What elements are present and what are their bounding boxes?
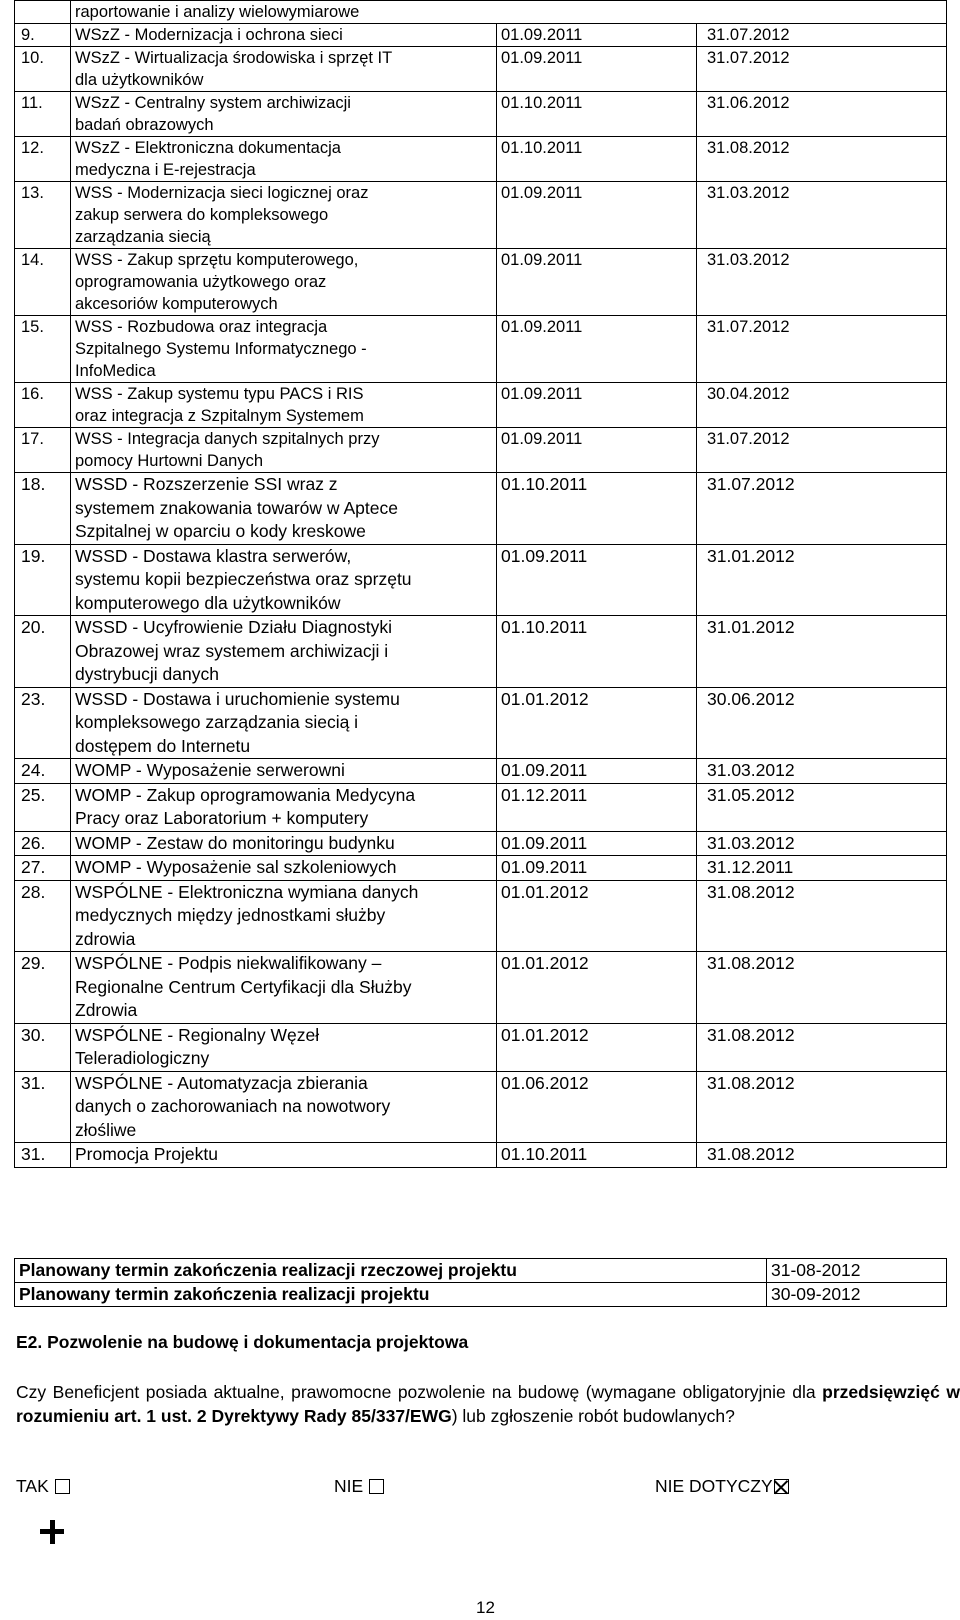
row-number: 14.	[15, 249, 71, 316]
row-description: WSPÓLNE - Automatyzacja zbierania danych o zachorowaniach na nowotwory złośliwe	[71, 1071, 497, 1143]
table-row	[15, 92, 947, 137]
row-description: WSzZ - Centralny system archiwizacji badań obrazowych	[71, 92, 497, 137]
row-number: 11.	[15, 92, 71, 137]
option-label: NIE DOTYCZY	[655, 1476, 773, 1496]
row-number: 27.	[15, 856, 71, 881]
row-description: WOMP - Wyposażenie serwerowni	[71, 759, 497, 784]
row-end-date: 31.07.2012	[697, 47, 947, 92]
question-text: Czy Beneficjent posiada aktualne, prawomocne pozwolenie na budowę (wymagane obligatoryjnie dla	[16, 1382, 823, 1402]
row-start-date: 01.06.2012	[497, 1071, 697, 1143]
question-text: ) lub zgłoszenie robót budowlanych?	[451, 1406, 735, 1426]
row-description: WOMP - Zakup oprogramowania Medycyna Pracy oraz Laboratorium + komputery	[71, 783, 497, 831]
row-description: WSS - Rozbudowa oraz integracja Szpitalnego Systemu Informatycznego - InfoMedica	[71, 316, 497, 383]
row-start-date: 01.10.2011	[497, 473, 697, 545]
row-start-date: 01.10.2011	[497, 1143, 697, 1168]
row-number: 30.	[15, 1023, 71, 1071]
row-description: Promocja Projektu	[71, 1143, 497, 1168]
row-number: 15.	[15, 316, 71, 383]
row-end-date: 31.08.2012	[697, 1023, 947, 1071]
row-end-date: 31.07.2012	[697, 24, 947, 47]
table-row	[15, 428, 947, 473]
row-number: 25.	[15, 783, 71, 831]
row-description: WSPÓLNE - Podpis niekwalifikowany – Regionalne Centrum Certyfikacji dla Służby Zdrowia	[71, 952, 497, 1024]
row-start-date: 01.09.2011	[497, 544, 697, 616]
table-row	[15, 856, 947, 881]
row-description: WSS - Modernizacja sieci logicznej oraz zakup serwera do kompleksowego zarządzania siecią	[71, 182, 497, 249]
row-description: WSzZ - Wirtualizacja środowiska i sprzęt IT dla użytkowników	[71, 47, 497, 92]
row-start-date: 01.09.2011	[497, 316, 697, 383]
option-nie-dotyczy[interactable]	[655, 1476, 789, 1497]
row-number: 31.	[15, 1071, 71, 1143]
row-end-date: 31.08.2012	[697, 880, 947, 952]
row-number: 23.	[15, 687, 71, 759]
table-row	[15, 544, 947, 616]
row-start-date: 01.09.2011	[497, 24, 697, 47]
row-end-date: 31.08.2012	[697, 1143, 947, 1168]
row-description: WSzZ - Modernizacja i ochrona sieci	[71, 24, 497, 47]
row-end-date: 31.08.2012	[697, 952, 947, 1024]
table-row	[15, 616, 947, 688]
row-end-date: 30.06.2012	[697, 687, 947, 759]
table-row	[15, 249, 947, 316]
row-number: 20.	[15, 616, 71, 688]
row-number: 17.	[15, 428, 71, 473]
row-description: WOMP - Wyposażenie sal szkoleniowych	[71, 856, 497, 881]
row-number: 19.	[15, 544, 71, 616]
row-number: 9.	[15, 24, 71, 47]
row-description: WSSD - Dostawa klastra serwerów, systemu kopii bezpieczeństwa oraz sprzętu komputerowego dla użytkowników	[71, 544, 497, 616]
table-row	[15, 316, 947, 383]
table-row	[15, 759, 947, 784]
row-number: 26.	[15, 831, 71, 856]
row-start-date: 01.09.2011	[497, 383, 697, 428]
permit-question	[16, 1380, 960, 1428]
table-row	[15, 831, 947, 856]
row-description: WSSD - Rozszerzenie SSI wraz z systemem znakowania towarów w Aptece Szpitalnej w oparciu o kody kreskowe	[71, 473, 497, 545]
row-number: 10.	[15, 47, 71, 92]
row-start-date: 01.09.2011	[497, 249, 697, 316]
row-end-date: 31.07.2012	[697, 316, 947, 383]
row-description: WSSD - Ucyfrowienie Działu Diagnostyki Obrazowej wraz systemem archiwizacji i dystrybucji danych	[71, 616, 497, 688]
table-row	[15, 473, 947, 545]
top-fragment-cell: raportowanie i analizy wielowymiarowe	[71, 1, 947, 24]
table-row	[15, 383, 947, 428]
option-nie[interactable]	[334, 1476, 384, 1497]
row-number: 29.	[15, 952, 71, 1024]
option-tak[interactable]	[16, 1476, 70, 1497]
row-end-date: 31.03.2012	[697, 831, 947, 856]
row-description: WOMP - Zestaw do monitoringu budynku	[71, 831, 497, 856]
row-number: 13.	[15, 182, 71, 249]
row-start-date: 01.01.2012	[497, 687, 697, 759]
row-end-date: 31.06.2012	[697, 92, 947, 137]
row-start-date: 01.09.2011	[497, 831, 697, 856]
option-label: NIE	[334, 1476, 364, 1496]
table-row	[15, 47, 947, 92]
summary-table	[14, 1258, 947, 1307]
row-end-date: 31.03.2012	[697, 182, 947, 249]
row-end-date: 31.07.2012	[697, 473, 947, 545]
summary-value: 31-08-2012	[767, 1259, 947, 1283]
row-description: WSPÓLNE - Elektroniczna wymiana danych medycznych między jednostkami służby zdrowia	[71, 880, 497, 952]
table-row	[15, 783, 947, 831]
table-row	[15, 880, 947, 952]
row-number: 31.	[15, 1143, 71, 1168]
row-start-date: 01.01.2012	[497, 1023, 697, 1071]
table-row	[15, 1283, 947, 1307]
row-end-date: 31.01.2012	[697, 544, 947, 616]
table-row	[15, 137, 947, 182]
table-row	[15, 1143, 947, 1168]
row-start-date: 01.12.2011	[497, 783, 697, 831]
row-end-date: 31.12.2011	[697, 856, 947, 881]
row-description: WSzZ - Elektroniczna dokumentacja medyczna i E-rejestracja	[71, 137, 497, 182]
row-end-date: 31.07.2012	[697, 428, 947, 473]
table-row	[15, 1, 947, 24]
row-start-date: 01.09.2011	[497, 428, 697, 473]
schedule-table	[14, 0, 947, 1168]
summary-label: Planowany termin zakończenia realizacji projektu	[15, 1283, 767, 1307]
option-label: TAK	[16, 1476, 49, 1496]
row-start-date: 01.10.2011	[497, 92, 697, 137]
row-description: WSS - Integracja danych szpitalnych przy pomocy Hurtowni Danych	[71, 428, 497, 473]
row-end-date: 30.04.2012	[697, 383, 947, 428]
summary-value: 30-09-2012	[767, 1283, 947, 1307]
checkbox-empty-icon[interactable]	[369, 1479, 384, 1494]
section-heading: E2. Pozwolenie na budowę i dokumentacja projektowa	[16, 1332, 469, 1352]
row-description: WSPÓLNE - Regionalny Węzeł Teleradiologiczny	[71, 1023, 497, 1071]
summary-label: Planowany termin zakończenia realizacji rzeczowej projektu	[15, 1259, 767, 1283]
row-end-date: 31.08.2012	[697, 1071, 947, 1143]
row-number: 16.	[15, 383, 71, 428]
row-start-date: 01.09.2011	[497, 759, 697, 784]
row-end-date: 31.03.2012	[697, 759, 947, 784]
question-bold-text: przedsięwzięć w rozumieniu art. 1 ust. 2 Dyrektywy Rady 85/337/EWG	[16, 1382, 960, 1426]
checkbox-empty-icon[interactable]	[55, 1479, 70, 1494]
table-row	[15, 952, 947, 1024]
plus-icon	[40, 1520, 64, 1544]
row-end-date: 31.03.2012	[697, 249, 947, 316]
row-end-date: 31.05.2012	[697, 783, 947, 831]
table-row	[15, 1023, 947, 1071]
page-number: 12	[476, 1598, 495, 1617]
row-end-date: 31.01.2012	[697, 616, 947, 688]
row-end-date: 31.08.2012	[697, 137, 947, 182]
row-description: WSSD - Dostawa i uruchomienie systemu kompleksowego zarządzania siecią i dostępem do Internetu	[71, 687, 497, 759]
row-start-date: 01.10.2011	[497, 137, 697, 182]
row-start-date: 01.10.2011	[497, 616, 697, 688]
row-start-date: 01.09.2011	[497, 182, 697, 249]
checkbox-crossed-icon[interactable]	[774, 1479, 789, 1494]
row-start-date: 01.09.2011	[497, 856, 697, 881]
row-description: WSS - Zakup sprzętu komputerowego, oprogramowania użytkowego oraz akcesoriów komputerowych	[71, 249, 497, 316]
row-number: 24.	[15, 759, 71, 784]
row-number: 18.	[15, 473, 71, 545]
row-start-date: 01.09.2011	[497, 47, 697, 92]
row-description: WSS - Zakup systemu typu PACS i RIS oraz integracja z Szpitalnym Systemem	[71, 383, 497, 428]
table-row	[15, 1259, 947, 1283]
table-row	[15, 24, 947, 47]
row-start-date: 01.01.2012	[497, 880, 697, 952]
row-start-date: 01.01.2012	[497, 952, 697, 1024]
row-number: 12.	[15, 137, 71, 182]
table-row	[15, 1071, 947, 1143]
table-row	[15, 687, 947, 759]
row-number: 28.	[15, 880, 71, 952]
table-row	[15, 182, 947, 249]
